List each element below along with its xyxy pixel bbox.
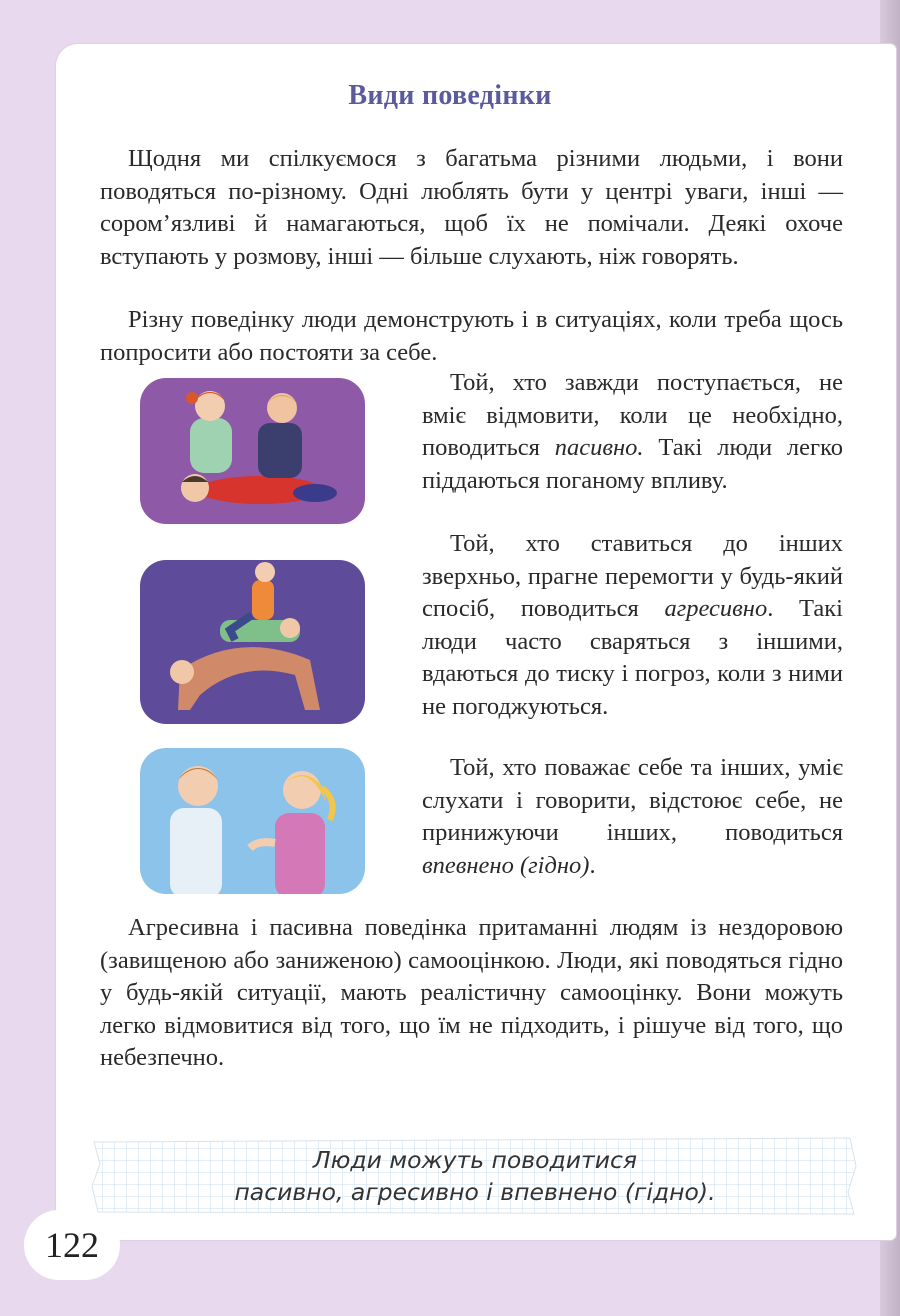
illustration-confident [140, 748, 365, 894]
page-number: 122 [24, 1210, 120, 1280]
passive-text-before: Той, хто завжди поступається, не вміє відмовити, коли це необхідно, поводиться [422, 369, 843, 461]
passive-term: пасивно. [554, 434, 644, 461]
conclusion-paragraph: Агресивна і пасивна поведінка притаманні людям із нездоровою (завищеною або заниженою) самооцінкою. Люди, які поводяться гідно у будь-якій ситуації, мають реалістичну самооцінку. Вони можуть легко відмовитися від того, що їм не підходить, і рішуче від того, що небезпечно. [100, 914, 843, 1071]
confident-text-before: Той, хто поважає себе та інших, уміє слухати і говорити, відстоює себе, не принижуючи інших, поводиться [422, 754, 843, 846]
passive-paragraph [422, 367, 843, 497]
aggressive-term: агресивно [664, 595, 768, 622]
aggressive-paragraph [422, 528, 843, 723]
intro-paragraph-1: Щодня ми спілкуємося з багатьма різними людьми, і вони поводяться по-різному. Одні люблять бути у центрі уваги, інші — сором’язливі й намагаються, щоб їх не помічали. Деякі охоче вступають у розмову, інші — більше слухають, ніж говорять. [100, 145, 843, 270]
illustration-aggressive [140, 560, 365, 724]
summary-line-1: Люди можуть поводитися [312, 1146, 638, 1174]
confident-paragraph [422, 752, 843, 882]
page-title: Види поведінки [348, 80, 552, 111]
summary-line-2: пасивно, агресивно і впевнено (гідно). [234, 1178, 716, 1206]
confident-term: впевнено (гідно) [422, 851, 590, 879]
illustration-passive [140, 378, 365, 524]
aggressive-text-before: Той, хто ставиться до інших зверхньо, прагне перемогти у будь-який спосіб, поводиться [422, 530, 843, 622]
intro-paragraph-2: Різну поведінку люди демонструють і в ситуаціях, коли треба щось попросити або постояти за себе. [100, 306, 843, 366]
passive-text-after: Такі люди легко піддаються поганому впливу. [422, 434, 843, 494]
aggressive-text-after: . Такі люди часто сваряться з іншими, вдаються до тиску і погроз, коли з ними не погоджуються. [422, 595, 843, 720]
confident-text-after: . [589, 851, 596, 879]
summary-banner [90, 1136, 860, 1216]
